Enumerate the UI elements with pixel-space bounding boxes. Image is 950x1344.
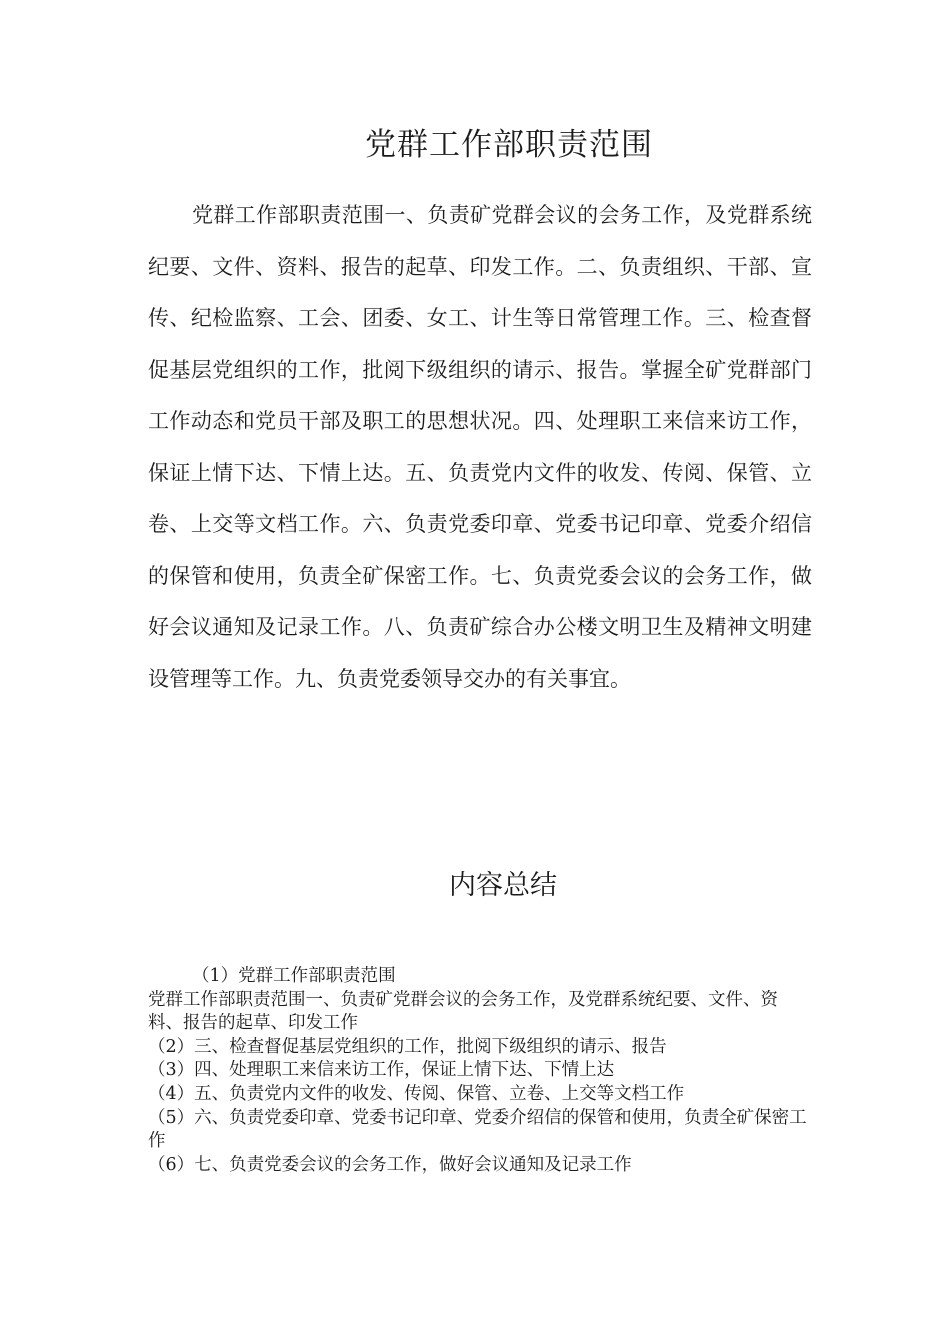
summary-item: （6）七、负责党委会议的会务工作，做好会议通知及记录工作 [148,1154,632,1175]
summary-item: （3）四、处理职工来信来访工作，保证上情下达、下情上达 [148,1060,615,1081]
summary-item: （2）三、检查督促基层党组织的工作，批阅下级组织的请示、报告 [148,1036,667,1057]
summary-item: （4）五、负责党内文件的收发、传阅、保管、立卷、上交等文档工作 [148,1083,685,1104]
summary-list [148,965,808,1177]
summary-item: 党群工作部职责范围一、负责矿党群会议的会务工作，及党群系统纪要、文件、资料、报告的起草、印发工作 [148,989,778,1034]
document-body: 党群工作部职责范围一、负责矿党群会议的会务工作，及党群系统纪要、文件、资料、报告的起草、印发工作。二、负责组织、干部、宣传、纪检监察、工会、团委、女工、计生等日常管理工作。三、检查督促基层党组织的工作，批阅下级组织的请示、报告。掌握全矿党群部门工作动态和党员干部及职工的思想状况。四、处理职工来信来访工作，保证上情下达、下情上达。五、负责党内文件的收发、传阅、保管、立卷、上交等文档工作。六、负责党委印章、党委书记印章、党委介绍信的保管和使用，负责全矿保密工作。七、负责党委会议的会务工作，做好会议通知及记录工作。八、负责矿综合办公楼文明卫生及精神文明建设管理等工作。九、负责党委领导交办的有关事宜。 [148,203,812,691]
summary-title: 内容总结 [449,870,557,901]
summary-item: （1）党群工作部职责范围 [192,966,396,986]
summary-item: （5）六、负责党委印章、党委书记印章、党委介绍信的保管和使用，负责全矿保密工作 [148,1107,807,1152]
document-title: 党群工作部职责范围 [365,127,653,163]
